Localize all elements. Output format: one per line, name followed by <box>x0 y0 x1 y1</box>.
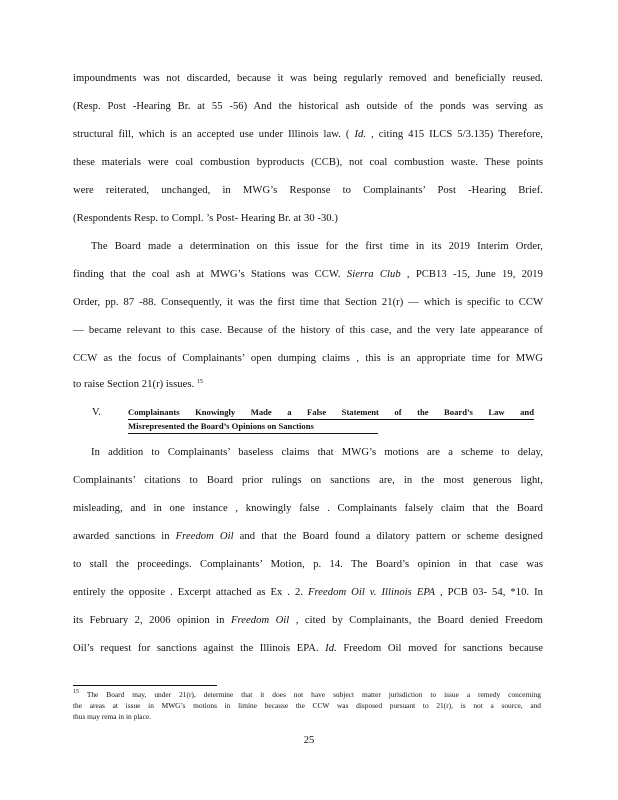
body-line: (Resp. Post -Hearing Br. at 55 -56) And the historical ash outside of the ponds was serving as <box>73 101 543 112</box>
heading-underline <box>128 419 534 420</box>
footnote-line: $^{15}$ The Board may, under 21(r), determine that it does not have subject matter jurisdiction to issue a remedy concerning <box>73 689 542 699</box>
citation-italic: Id. <box>354 129 367 140</box>
body-line: structural fill, which is an accepted use under Illinois law. ( Id. , citing 415 ILCS 5/3.135) Therefore, <box>73 129 543 140</box>
page-number: 25 <box>303 735 315 746</box>
body-line: CCW as the focus of Complainants’ open dumping claims , this is an appropriate time for MWG <box>73 353 543 364</box>
citation-italic: Id. <box>325 643 337 654</box>
body-line: were reiterated, unchanged, in MWG’s Response to Complainants’ Post -Hearing Brief. <box>73 185 543 196</box>
body-line: impoundments was not discarded, because it was being regularly removed and beneficially reused. <box>73 73 543 84</box>
footnote-number: 15 <box>73 689 79 695</box>
citation-italic: Freedom Oil v. Illinois EPA <box>308 587 436 598</box>
body-line: Complainants’ citations to Board prior rulings on sanctions are, in the most generous light, <box>73 475 543 486</box>
body-line: entirely the opposite . Excerpt attached as Ex . 2. Freedom Oil v. Illinois EPA , PCB 03- 54, *10. In <box>73 587 544 598</box>
footnote-line: the areas at issue in MWG’s motions in limine because the CCW was disposed pursuant to 21(r), is not a source, and <box>73 701 541 710</box>
citation-italic: Freedom Oil <box>230 615 290 626</box>
body-line: to stall the proceedings. Complainants’ Motion, p. 14. The Board’s opinion in that case was <box>73 559 543 570</box>
section-heading-line1: Complainants Knowingly Made a False Statement of the Board’s Law and <box>128 407 534 417</box>
section-heading-line2: Misrepresented the Board’s Opinions on Sanctions <box>128 421 314 431</box>
citation-italic: Sierra Club <box>346 269 401 280</box>
body-line: (Respondents Resp. to Compl. ’s Post- Hearing Br. at 30 -30.) <box>73 213 338 224</box>
footnote-separator <box>73 685 217 686</box>
section-number: V. <box>92 407 101 418</box>
citation-italic: Freedom Oil <box>175 531 234 542</box>
body-line: The Board made a determination on this issue for the first time in its 2019 Interim Order, <box>91 241 543 252</box>
body-line: finding that the coal ash at MWG’s Stations was CCW. Sierra Club , PCB13 -15, June 19, 2019 <box>73 269 544 280</box>
body-line: awarded sanctions in Freedom Oil and that the Board found a dilatory pattern or scheme designed <box>73 531 543 542</box>
body-line: Order, pp. 87 -88. Consequently, it was the first time that Section 21(r) — which is specific to CCW <box>73 297 543 308</box>
footnote-ref[interactable]: 15 <box>196 379 204 385</box>
body-line: Oil’s request for sanctions against the Illinois EPA. Id. Freedom Oil moved for sanctions because <box>73 643 543 654</box>
body-line: misleading, and in one instance , knowingly false . Complainants falsely claim that the Board <box>73 503 543 514</box>
body-line: — became relevant to this case. Because of the history of this case, and the very late appearance of <box>73 325 543 336</box>
body-line: In addition to Complainants’ baseless claims that MWG’s motions are a scheme to delay, <box>91 447 543 458</box>
body-line: its February 2, 2006 opinion in Freedom Oil , cited by Complainants, the Board denied Freedom <box>73 615 543 626</box>
footnote-line: thus may rema in in place. <box>73 712 151 721</box>
heading-underline <box>128 433 378 434</box>
body-line: these materials were coal combustion byproducts (CCB), not coal combustion waste. These points <box>73 157 543 168</box>
body-line: to raise Section 21(r) issues. $^{15}$ <box>73 379 204 390</box>
